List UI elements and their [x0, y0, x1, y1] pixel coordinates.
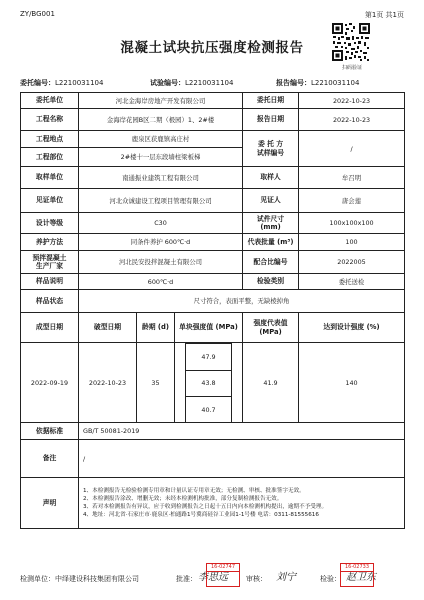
basis: GB/T 50081-2019 [79, 423, 405, 440]
state: 尺寸符合，表面平整，无缺棱掉角 [79, 290, 405, 313]
cure: 同条件养护 600℃·d [79, 234, 243, 251]
test-type: 委托送检 [299, 274, 405, 290]
sampler: 牟召明 [299, 167, 405, 189]
mixer-label: 预拌混凝土 生产厂家 [21, 251, 79, 274]
age: 35 [137, 343, 175, 423]
break-date: 2022-10-23 [79, 343, 137, 423]
cast-date: 2022-09-19 [21, 343, 79, 423]
rep-strength: 41.9 [243, 343, 299, 423]
strength-value: 47.9 [186, 344, 232, 371]
witness-unit: 河北众诚建设工程项目管理有限公司 [79, 189, 243, 213]
reviewer-signature: 刘宁 [276, 572, 296, 583]
batch: 100 [299, 234, 405, 251]
statement-line: 1、本检测报告无检验检测专用章和计量认证专用章无效；无检测、审核、批准签字无效。 [83, 487, 305, 494]
strength-value: 43.8 [186, 370, 232, 397]
statement-line: 3、若对本检测报告有异议，应于收到检测报告之日起十五日内向本检测机构提出，逾期不予受理。 [83, 504, 328, 510]
report-date: 2022-10-23 [299, 109, 405, 131]
client-date-label: 委托日期 [243, 93, 299, 109]
report-table [20, 92, 405, 529]
document-code: ZY/BG001 [20, 10, 55, 18]
test-type-label: 检验类别 [243, 274, 299, 290]
test-label: 检验： [320, 575, 341, 583]
size: 100x100x100 [299, 213, 405, 234]
witness-unit-label: 见证单位 [21, 189, 79, 213]
specimen-no: / [299, 131, 405, 167]
test-number [150, 78, 233, 88]
mixer: 河北民安投拌混凝土有限公司 [79, 251, 243, 274]
tester-stamp-number: 16-02733 [341, 564, 373, 572]
strength-value: 40.7 [186, 397, 232, 422]
statement-line: 4、地址：河北省·石家庄市·鹿泉区·柏通路1号冀商硅谷工业园1-1号楼 电话：0311-81555616 [83, 512, 319, 519]
sample-desc-label: 样品说明 [21, 274, 79, 290]
state-label: 样品状态 [21, 290, 79, 313]
statement [79, 478, 405, 529]
approver-stamp [206, 563, 240, 587]
col-break-date: 破型日期 [79, 313, 137, 343]
batch-label: 代表批量 (m³) [243, 234, 299, 251]
project-label: 工程名称 [21, 109, 79, 131]
single-strengths [175, 343, 243, 423]
percent: 140 [299, 343, 405, 423]
org-name: 中绎建设科技集团有限公司 [55, 575, 139, 583]
size-label: 试件尺寸 (mm) [243, 213, 299, 234]
approve-label: 批准： [176, 575, 197, 583]
report-number [276, 78, 359, 88]
page-number: 第1页 共1页 [364, 11, 404, 19]
qr-caption: 扫码验证 [341, 65, 362, 71]
col-single-strength: 单块强度值 (MPa) [175, 313, 243, 343]
statement-label: 声明 [21, 478, 79, 529]
part-label: 工程部位 [21, 148, 79, 167]
approver-signature: 李思远 [198, 572, 228, 583]
cure-label: 养护方法 [21, 234, 79, 251]
client-number-label: 委托编号： [20, 79, 55, 87]
client-number [20, 78, 103, 88]
client-unit: 河北金海岸房地产开发有限公司 [79, 93, 243, 109]
approver-stamp-number: 16-02747 [207, 564, 239, 572]
test-number-label: 试验编号： [150, 79, 185, 87]
grade-label: 设计等级 [21, 213, 79, 234]
sampler-label: 取样人 [243, 167, 299, 189]
review-label: 审核： [246, 575, 267, 583]
site-label: 工程地点 [21, 131, 79, 148]
test-number-value: L2210031104 [185, 79, 234, 87]
site: 鹿泉区获鹿镇高庄村 [79, 131, 243, 148]
tester-signature: 赵卫东 [346, 572, 376, 583]
specimen-no-label: 委 托 方 试样编号 [243, 131, 299, 167]
sampler-unit: 南通振业建筑工程有限公司 [79, 167, 243, 189]
client-date: 2022-10-23 [299, 93, 405, 109]
col-percent: 达到设计强度 (%) [299, 313, 405, 343]
basis-label: 依据标准 [21, 423, 79, 440]
report-number-label: 报告编号： [276, 79, 311, 87]
client-number-value: L2210031104 [55, 79, 104, 87]
statement-line: 2、本检测报告涂改、增删无效；未经本检测机构批准，部分复制检测报告无效。 [83, 495, 283, 502]
remark-label: 备注 [21, 440, 79, 478]
col-cast-date: 成型日期 [21, 313, 79, 343]
report-date-label: 报告日期 [243, 109, 299, 131]
tester-stamp [340, 563, 374, 587]
grade: C30 [79, 213, 243, 234]
sample-desc: 600℃·d [79, 274, 243, 290]
mix-no-label: 配合比编号 [243, 251, 299, 274]
witness-label: 见证人 [243, 189, 299, 213]
remark: / [79, 440, 405, 478]
col-rep-strength: 强度代表值 (MPa) [243, 313, 299, 343]
sampler-unit-label: 取样单位 [21, 167, 79, 189]
report-title: 混凝土试块抗压强度检测报告 [120, 40, 304, 56]
qr-code-icon [331, 22, 371, 62]
mix-no: 2022005 [299, 251, 405, 274]
project-name: 金海岸花园B区二期（极园）1、2#楼 [79, 109, 243, 131]
col-age: 龄期 (d) [137, 313, 175, 343]
report-number-value: L2210031104 [311, 79, 360, 87]
client-unit-label: 委托单位 [21, 93, 79, 109]
testing-organization [20, 574, 139, 584]
witness: 唐会莲 [299, 189, 405, 213]
part: 2#楼十一层东段墙柱梁板梯 [79, 148, 243, 167]
org-label: 检测单位： [20, 575, 55, 583]
